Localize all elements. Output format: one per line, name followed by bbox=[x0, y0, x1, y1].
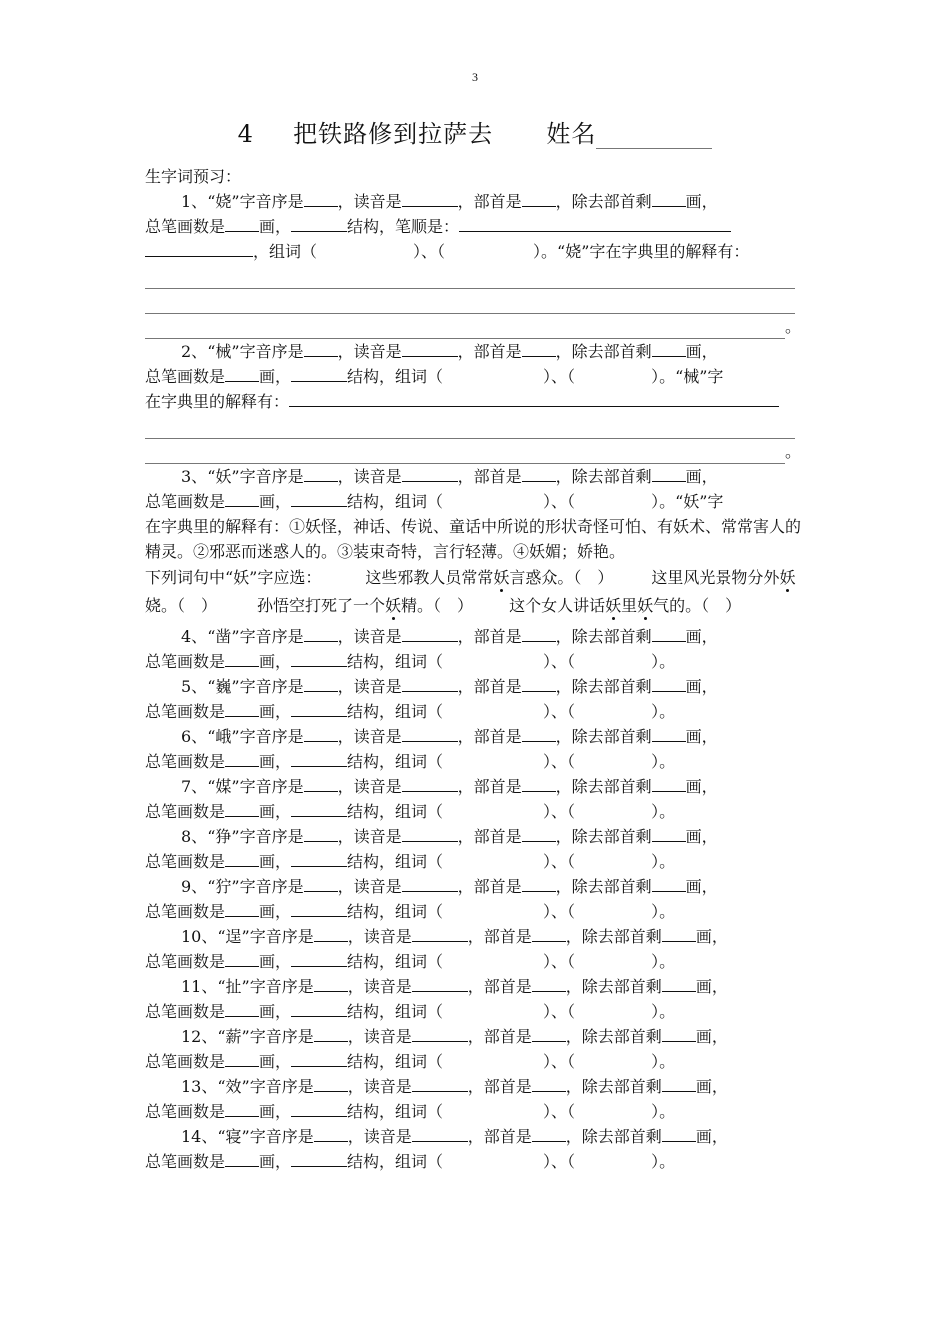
blank[interactable] bbox=[225, 999, 259, 1017]
question-item: 4、“凿”字音序是 ，读音是 ，部首是 ，除去部首剩 画， 总笔画数是 画， 结构，组词（ ）、（ ）。 bbox=[145, 624, 810, 674]
blank[interactable] bbox=[291, 799, 347, 817]
blank[interactable] bbox=[412, 1024, 468, 1042]
blank[interactable] bbox=[304, 464, 338, 482]
blank[interactable] bbox=[522, 624, 556, 642]
stroke-order-blank[interactable] bbox=[459, 214, 731, 232]
question-item: 8、“狰”字音序是 ，读音是 ，部首是 ，除去部首剩 画， 总笔画数是 画， 结构，组词（ ）、（ ）。 bbox=[145, 824, 810, 874]
blank[interactable] bbox=[662, 1074, 696, 1092]
blank[interactable] bbox=[225, 799, 259, 817]
blank[interactable] bbox=[532, 1024, 566, 1042]
blank[interactable] bbox=[225, 214, 259, 232]
blank[interactable] bbox=[304, 189, 338, 207]
blank[interactable] bbox=[662, 1124, 696, 1142]
answer-line[interactable] bbox=[289, 389, 779, 407]
blank[interactable] bbox=[291, 364, 347, 382]
blank[interactable] bbox=[225, 1149, 259, 1167]
blank[interactable] bbox=[662, 1024, 696, 1042]
question-3: 3、“妖”字音序是 ，读音是 ，部首是 ，除去部首剩 画， 总笔画数是 画， 结构，组词（ ）、（ ）。“妖”字 在字典里的解释有：①妖怪，神话、传说、童话中所说的形状奇怪可怕、有妖术、常常害人的精灵。②邪恶而迷惑人的。③装束奇特，言行轻薄。④妖媚；娇艳。 下列词句中“妖”字应选： 这些邪教人员常常妖言惑众。（ ） 这里风光景物分外妖娆。（ ） 孙悟空打死了一个妖精。（ ） 这个女人讲话妖里妖气的。（ ） bbox=[145, 464, 810, 620]
blank[interactable] bbox=[225, 1049, 259, 1067]
question-list bbox=[145, 624, 810, 1174]
blank[interactable] bbox=[314, 1024, 348, 1042]
blank[interactable] bbox=[532, 924, 566, 942]
question-item: 7、“媒”字音序是 ，读音是 ，部首是 ，除去部首剩 画， 总笔画数是 画， 结构，组词（ ）、（ ）。 bbox=[145, 774, 810, 824]
blank[interactable] bbox=[304, 724, 338, 742]
blank[interactable] bbox=[291, 749, 347, 767]
name-label: 姓名 bbox=[546, 120, 597, 148]
blank[interactable] bbox=[314, 974, 348, 992]
blank[interactable] bbox=[291, 1149, 347, 1167]
blank[interactable] bbox=[522, 824, 556, 842]
definition-text: 在字典里的解释有：①妖怪，神话、传说、童话中所说的形状奇怪可怕、有妖术、常常害人的精灵。②邪恶而迷惑人的。③装束奇特，言行轻薄。④妖媚；娇艳。 bbox=[145, 517, 802, 561]
blank[interactable] bbox=[304, 339, 338, 357]
blank[interactable] bbox=[652, 339, 686, 357]
section-label: 生字词预习： bbox=[145, 167, 242, 186]
answer-line[interactable] bbox=[145, 289, 795, 314]
blank[interactable] bbox=[412, 1124, 468, 1142]
blank[interactable] bbox=[522, 724, 556, 742]
blank[interactable] bbox=[225, 1099, 259, 1117]
name-blank[interactable] bbox=[596, 126, 712, 149]
blank[interactable] bbox=[225, 699, 259, 717]
blank[interactable] bbox=[291, 999, 347, 1017]
blank[interactable] bbox=[304, 774, 338, 792]
blank[interactable] bbox=[652, 824, 686, 842]
blank[interactable] bbox=[225, 489, 259, 507]
page-number: 3 bbox=[472, 70, 478, 84]
blank[interactable] bbox=[291, 1049, 347, 1067]
blank[interactable] bbox=[522, 189, 556, 207]
blank[interactable] bbox=[225, 949, 259, 967]
question-item: 9、“狞”字音序是 ，读音是 ，部首是 ，除去部首剩 画， 总笔画数是 画， 结构，组词（ ）、（ ）。 bbox=[145, 874, 810, 924]
question-2: 2、“械”字音序是 ，读音是 ，部首是 ，除去部首剩 画， 总笔画数是 画， 结构，组词（ ）、（ ）。“械”字 在字典里的解释有： 。 bbox=[145, 339, 810, 464]
question-item: 6、“峨”字音序是 ，读音是 ，部首是 ，除去部首剩 画， 总笔画数是 画， 结构，组词（ ）、（ ）。 bbox=[145, 724, 810, 774]
blank[interactable] bbox=[314, 1074, 348, 1092]
answer-line[interactable] bbox=[145, 264, 795, 289]
blank[interactable] bbox=[225, 649, 259, 667]
blank[interactable] bbox=[291, 1099, 347, 1117]
blank[interactable] bbox=[652, 874, 686, 892]
blank[interactable] bbox=[652, 464, 686, 482]
blank[interactable] bbox=[291, 214, 347, 232]
blank[interactable] bbox=[304, 874, 338, 892]
question-item: 10、“逞”字音序是 ，读音是 ，部首是 ，除去部首剩 画， 总笔画数是 画， 结构，组词（ ）、（ ）。 bbox=[145, 924, 810, 974]
blank[interactable] bbox=[652, 774, 686, 792]
blank[interactable] bbox=[652, 674, 686, 692]
page-title bbox=[0, 114, 950, 149]
blank[interactable] bbox=[402, 874, 458, 892]
blank[interactable] bbox=[291, 949, 347, 967]
blank[interactable] bbox=[304, 674, 338, 692]
blank[interactable] bbox=[402, 674, 458, 692]
blank[interactable] bbox=[304, 824, 338, 842]
blank[interactable] bbox=[291, 899, 347, 917]
answer-line[interactable] bbox=[145, 318, 785, 339]
blank[interactable] bbox=[402, 624, 458, 642]
blank[interactable] bbox=[402, 464, 458, 482]
question-item: 14、“寝”字音序是 ，读音是 ，部首是 ，除去部首剩 画， 总笔画数是 画， 结构，组词（ ）、（ ）。 bbox=[145, 1124, 810, 1174]
blank[interactable] bbox=[532, 1124, 566, 1142]
question-item: 12、“薪”字音序是 ，读音是 ，部首是 ，除去部首剩 画， 总笔画数是 画， 结构，组词（ ）、（ ）。 bbox=[145, 1024, 810, 1074]
blank[interactable] bbox=[412, 1074, 468, 1092]
blank[interactable] bbox=[314, 924, 348, 942]
answer-line[interactable] bbox=[145, 443, 785, 464]
blank[interactable] bbox=[402, 724, 458, 742]
blank[interactable] bbox=[402, 339, 458, 357]
lesson-title: 把铁路修到拉萨去 bbox=[293, 120, 494, 148]
blank[interactable] bbox=[314, 1124, 348, 1142]
blank[interactable] bbox=[662, 924, 696, 942]
blank[interactable] bbox=[412, 974, 468, 992]
blank[interactable] bbox=[291, 849, 347, 867]
blank[interactable] bbox=[522, 339, 556, 357]
question-item: 11、“扯”字音序是 ，读音是 ，部首是 ，除去部首剩 画， 总笔画数是 画， 结构，组词（ ）、（ ）。 bbox=[145, 974, 810, 1024]
blank[interactable] bbox=[291, 699, 347, 717]
blank[interactable] bbox=[225, 899, 259, 917]
blank[interactable] bbox=[225, 364, 259, 382]
question-1: 1、“娆”字音序是 ，读音是 ，部首是 ，除去部首剩 画， 总笔画数是 画， 结构，笔顺是： ，组词（ ）、（ ）。“娆”字在字典里的解释有： 。 bbox=[145, 189, 810, 339]
blank[interactable] bbox=[225, 749, 259, 767]
blank[interactable] bbox=[532, 974, 566, 992]
blank[interactable] bbox=[662, 974, 696, 992]
blank[interactable] bbox=[402, 774, 458, 792]
blank[interactable] bbox=[291, 489, 347, 507]
worksheet-content bbox=[145, 164, 810, 1174]
usage-exercise: 下列词句中“妖”字应选： 这些邪教人员常常妖言惑众。（ ） 这里风光景物分外妖娆。（ ） 孙悟空打死了一个妖精。（ ） 这个女人讲话妖里妖气的。（ ） bbox=[145, 568, 796, 615]
blank[interactable] bbox=[402, 189, 458, 207]
blank[interactable] bbox=[532, 1074, 566, 1092]
blank[interactable] bbox=[522, 874, 556, 892]
blank[interactable] bbox=[145, 239, 253, 257]
blank[interactable] bbox=[522, 774, 556, 792]
blank[interactable] bbox=[402, 824, 458, 842]
blank[interactable] bbox=[522, 464, 556, 482]
blank[interactable] bbox=[652, 624, 686, 642]
answer-line[interactable] bbox=[145, 414, 795, 439]
lesson-number: 4 bbox=[237, 120, 254, 148]
blank[interactable] bbox=[522, 674, 556, 692]
blank[interactable] bbox=[652, 189, 686, 207]
question-item: 5、“巍”字音序是 ，读音是 ，部首是 ，除去部首剩 画， 总笔画数是 画， 结构，组词（ ）、（ ）。 bbox=[145, 674, 810, 724]
blank[interactable] bbox=[412, 924, 468, 942]
blank[interactable] bbox=[652, 724, 686, 742]
blank[interactable] bbox=[225, 849, 259, 867]
blank[interactable] bbox=[291, 649, 347, 667]
blank[interactable] bbox=[304, 624, 338, 642]
question-item: 13、“效”字音序是 ，读音是 ，部首是 ，除去部首剩 画， 总笔画数是 画， 结构，组词（ ）、（ ）。 bbox=[145, 1074, 810, 1124]
